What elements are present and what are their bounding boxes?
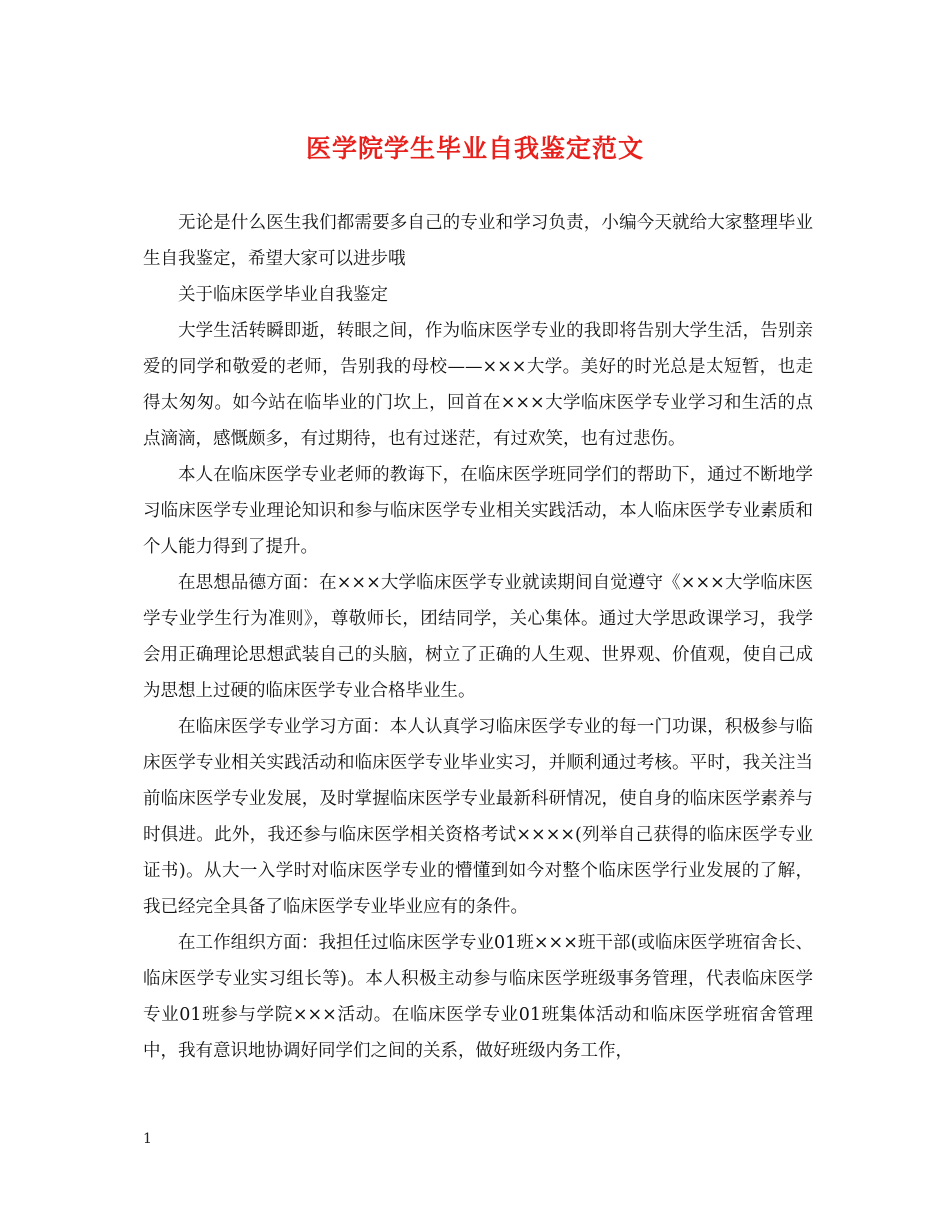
paragraph-work-organization: 在工作组织方面：我担任过临床医学专业01班×××班干部(或临床医学班宿舍长、临床医学专业实习组长等)。本人积极主动参与临床医学班级事务管理，代表临床医学专业01班参与学院×××活动。在临床医学专业01班集体活动和临床医学班宿舍管理中，我有意识地协调好同学们之间的关系，做好班级内务工作，: [143, 933, 813, 1061]
paragraph-teacher-guidance: 本人在临床医学专业老师的教诲下，在临床医学班同学们的帮助下，通过不断地学习临床医学专业理论知识和参与临床医学专业相关实践活动，本人临床医学专业素质和个人能力得到了提升。: [143, 465, 813, 557]
paragraph-subheading: 关于临床医学毕业自我鉴定: [178, 285, 388, 305]
document-title: 医学院学生毕业自我鉴定范文: [305, 134, 644, 163]
document-body: [143, 205, 813, 1069]
paragraph-professional-study: 在临床医学专业学习方面：本人认真学习临床医学专业的每一门功课，积极参与临床医学专业相关实践活动和临床医学专业毕业实习，并顺利通过考核。平时，我关注当前临床医学专业发展，及时掌握临床医学专业最新科研情况，使自身的临床医学素养与时俱进。此外，我还参与临床医学相关资格考试××××(列举自己获得的临床医学专业证书)。从大一入学时对临床医学专业的懵懂到如今对整个临床医学行业发展的了解，我已经完全具备了临床医学专业毕业应有的条件。: [143, 717, 813, 917]
paragraph-moral-character: 在思想品德方面：在×××大学临床医学专业就读期间自觉遵守《×××大学临床医学专业学生行为准则》，尊敬师长，团结同学，关心集体。通过大学思政课学习，我学会用正确理论思想武装自己的头脑，树立了正确的人生观、世界观、价值观，使自己成为思想上过硬的临床医学专业合格毕业生。: [143, 573, 813, 701]
page-number: 1: [143, 1131, 152, 1147]
paragraph-intro: 无论是什么医生我们都需要多自己的专业和学习负责，小编今天就给大家整理毕业生自我鉴定，希望大家可以进步哦: [143, 213, 813, 269]
paragraph-university-life: 大学生活转瞬即逝，转眼之间，作为临床医学专业的我即将告别大学生活，告别亲爱的同学和敬爱的老师，告别我的母校——×××大学。美好的时光总是太短暂，也走得太匆匆。如今站在临毕业的门坎上，回首在×××大学临床医学专业学习和生活的点点滴滴，感慨颇多，有过期待，也有过迷茫，有过欢笑，也有过悲伤。: [143, 321, 813, 449]
